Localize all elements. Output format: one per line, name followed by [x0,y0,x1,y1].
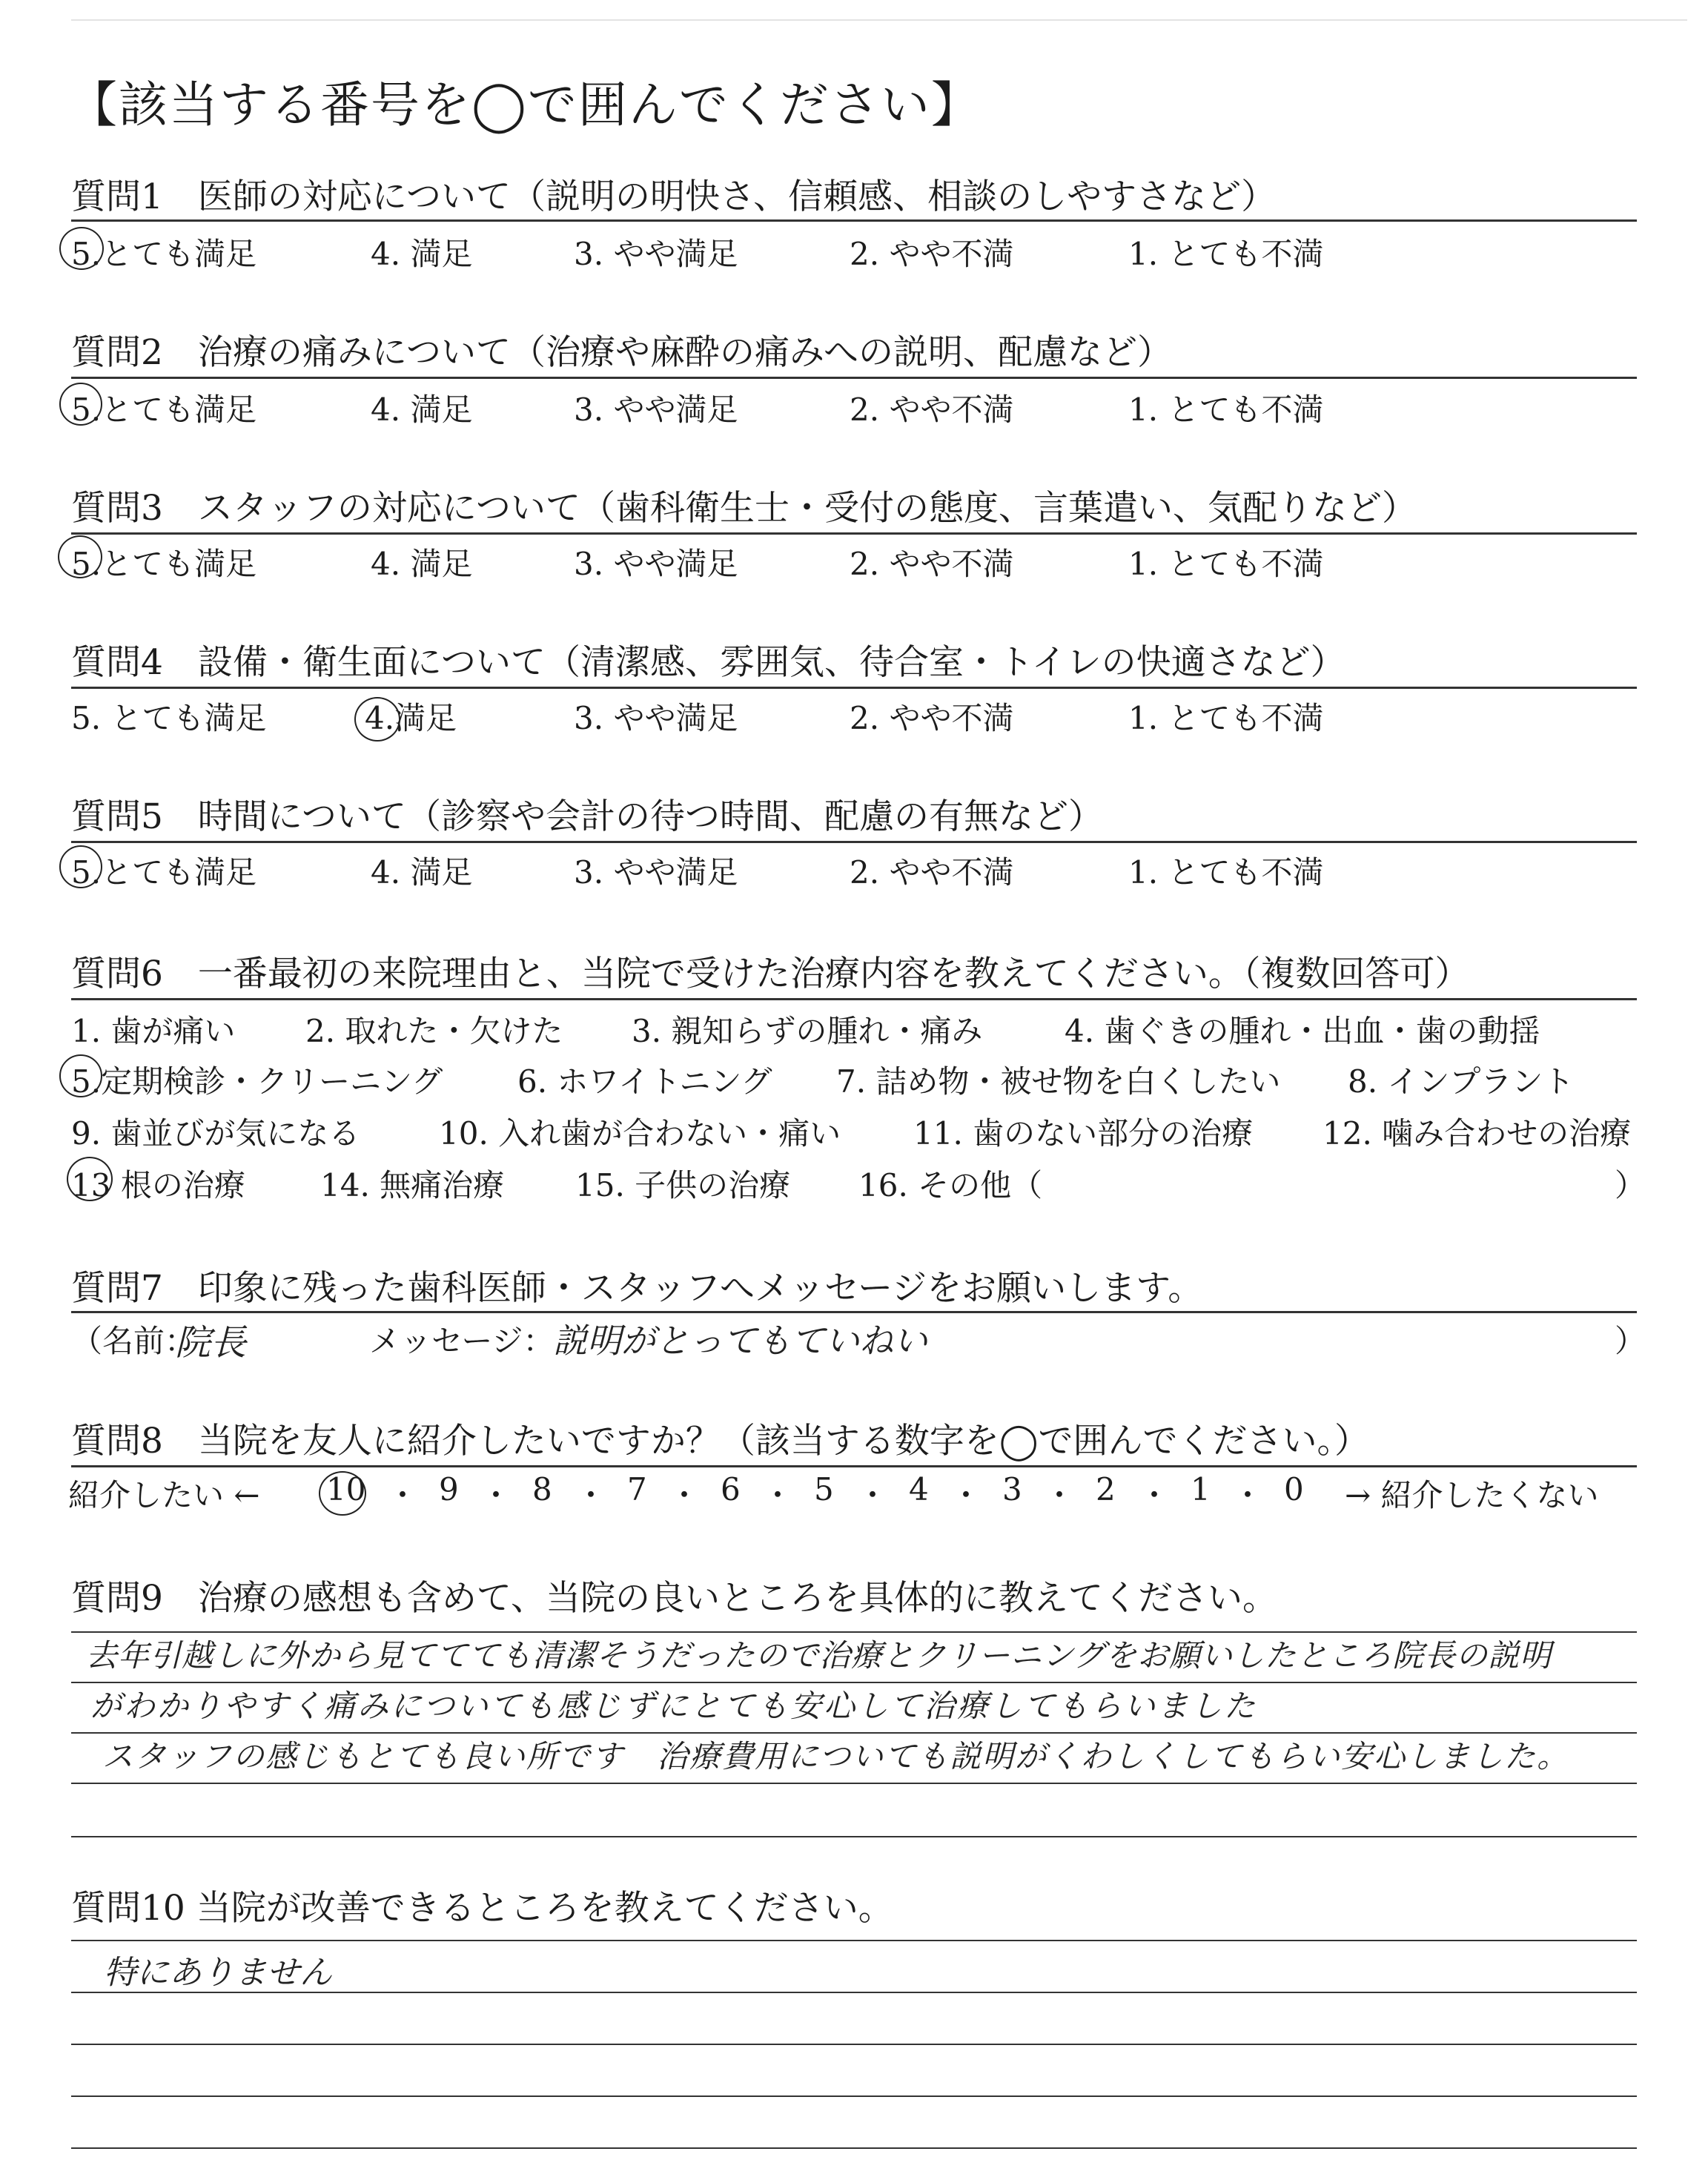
q8-scale-4[interactable]: 4 [909,1471,929,1507]
q3-option-4[interactable] [371,540,472,584]
q6-option-1[interactable]: 1. 歯が痛い [71,1013,236,1049]
q10-line-3 [71,2044,1637,2045]
q6-option-12[interactable]: 12. 噛み合わせの治療 [1323,1115,1632,1152]
q2-option-2-num: 2. [850,392,880,428]
q3-option-3-label: やや満足 [613,546,738,582]
q5-option-1-label: とても不満 [1168,854,1324,891]
q8-scale-right: → 紹介したくない [1345,1477,1599,1513]
q2-option-5-label: とても満足 [101,392,257,428]
q1-option-5-label: とても満足 [101,236,257,272]
q3-option-4-label: 満足 [410,546,473,582]
q6-option-13-label: 根の治療 [120,1167,245,1203]
q3-option-5-num: 5. [71,546,102,582]
q2-option-2-label: やや不満 [889,392,1014,428]
q2-option-4-label: 満足 [410,392,473,428]
q2-option-2[interactable] [850,386,1013,430]
q5-option-3[interactable] [574,848,738,893]
q2-option-4[interactable] [371,386,472,430]
q1-title: 質問1 医師の対応について（説明の明快さ、信頼感、相談のしやすさなど） [71,176,1277,217]
q1-option-2-label: やや不満 [889,236,1014,272]
q10-answer-line-1[interactable]: 特にありません [104,1954,332,1992]
page-heading: 【該当する番号を◯で囲んでください】 [68,76,982,133]
q3-option-4-num: 4. [371,546,401,582]
q8-scale-2[interactable]: 2 [1096,1471,1116,1507]
q1-option-2[interactable] [850,230,1013,274]
q2-rule [71,377,1637,379]
q10-line-1 [71,1940,1637,1941]
q5-selection-circle [59,845,102,888]
q8-scale-8[interactable]: 8 [532,1471,552,1507]
q6-selection-circle-5 [59,1054,102,1097]
q8-scale-1[interactable]: 1 [1191,1471,1211,1507]
q3-rule [71,532,1637,535]
q8-selection-circle [319,1471,366,1516]
q2-option-3-num: 3. [574,392,604,428]
q7-name-value[interactable]: 院長 [175,1322,247,1364]
q8-scale-dot: ・ [762,1477,794,1513]
q1-option-3-num: 3. [574,236,604,272]
q10-title: 質問10 当院が改善できるところを教えてください。 [71,1888,893,1929]
q4-title: 質問4 設備・衛生面について（清潔感、雰囲気、待合室・トイレの快適さなど） [71,642,1345,683]
q4-option-4-label: 満足 [394,700,457,736]
q6-option-7[interactable]: 7. 詰め物・被せ物を白くしたい [836,1063,1281,1100]
q6-option-14[interactable]: 14. 無痛治療 [320,1167,505,1203]
q8-scale-0[interactable]: 0 [1284,1471,1304,1507]
q6-option-6[interactable]: 6. ホワイトニング [517,1063,772,1100]
q5-title: 質問5 時間について（診察や会計の待つ時間、配慮の有無など） [71,796,1103,837]
q7-rule [71,1311,1637,1313]
q8-scale-dot: ・ [1044,1477,1076,1513]
q2-option-4-num: 4. [371,392,401,428]
q8-scale-9[interactable]: 9 [439,1471,459,1507]
q8-scale-dot: ・ [857,1477,889,1513]
q8-scale-dot: ・ [387,1477,419,1513]
q6-selection-circle-13 [67,1157,113,1201]
q4-option-3-label: やや満足 [613,700,738,736]
q1-option-3[interactable] [574,230,738,274]
q3-option-1-label: とても不満 [1168,546,1324,582]
q4-option-5-label: とても満足 [110,700,267,736]
q2-selection-circle [59,383,102,426]
q4-option-3[interactable] [574,694,738,739]
q5-option-5-label: とても満足 [101,854,257,891]
q9-line-5 [71,1836,1637,1837]
q3-option-2-num: 2. [850,546,880,582]
q6-option-5-num: 5. [71,1063,102,1100]
q6-option-3[interactable]: 3. 親知らずの腫れ・痛み [632,1013,983,1049]
q3-option-1-num: 1. [1128,546,1159,582]
q1-selection-circle [59,227,104,270]
q8-scale-dot: ・ [1139,1477,1171,1513]
q6-option-10[interactable]: 10. 入れ歯が合わない・痛い [439,1115,841,1152]
q8-scale-5[interactable]: 5 [814,1471,834,1507]
q3-option-3[interactable] [574,540,738,584]
q3-title: 質問3 スタッフの対応について（歯科衛生士・受付の態度、言葉遣い、気配りなど） [71,488,1417,529]
q9-answer-line-2[interactable]: がわかりやすく痛みについても感じずにとても安心して治療してもらいました [90,1688,1258,1724]
q3-option-1[interactable] [1128,540,1323,584]
q8-title: 質問8 当院を友人に紹介したいですか？（該当する数字を◯で囲んでください。） [71,1421,1370,1462]
q6-rule [71,998,1637,1000]
q1-option-3-label: やや満足 [613,236,738,272]
q1-option-4-label: 満足 [410,236,473,272]
page-top-edge [71,19,1687,21]
q7-title: 質問7 印象に残った歯科医師・スタッフへメッセージをお願いします。 [71,1268,1203,1309]
q1-option-1-label: とても不満 [1168,236,1324,272]
q2-option-1-num: 1. [1128,392,1159,428]
q6-option-2[interactable]: 2. 取れた・欠けた [305,1013,563,1049]
q6-option-15[interactable]: 15. 子供の治療 [575,1167,791,1203]
q4-option-2-num: 2. [850,700,880,736]
q4-option-5-num: 5. [71,700,102,736]
q10-line-5 [71,2147,1637,2149]
q1-rule [71,219,1637,222]
q4-option-3-num: 3. [574,700,604,736]
q9-title: 質問9 治療の感想も含めて、当院の良いところを具体的に教えてください。 [71,1578,1277,1619]
q3-option-2-label: やや不満 [889,546,1014,582]
q8-scale-6[interactable]: 6 [721,1471,741,1507]
q8-scale-dot: ・ [1232,1477,1264,1513]
q8-scale-dot: ・ [575,1477,607,1513]
q4-option-4-num: 4. [365,700,395,736]
q2-option-5-num: 5. [71,392,102,428]
q9-answer-line-1[interactable]: 去年引越しに外から見ててても清潔そうだったので治療とクリーニングをお願いしたところ院長の説明 [86,1637,1552,1674]
q3-option-3-num: 3. [574,546,604,582]
q8-scale-10[interactable]: 10 [326,1471,366,1507]
q5-option-1-num: 1. [1128,854,1159,891]
q5-option-2-num: 2. [850,854,880,891]
q6-option-16[interactable]: 16. その他（ [858,1167,1043,1203]
q5-option-5-num: 5. [71,854,102,891]
q2-option-3[interactable] [574,386,738,430]
q4-option-1-num: 1. [1128,700,1159,736]
q4-option-5[interactable] [71,694,266,739]
q8-scale-dot: ・ [950,1477,982,1513]
q7-message-label: メッセージ： [369,1323,555,1359]
q6-option-9[interactable]: 9. 歯並びが気になる [71,1115,360,1152]
q2-option-1[interactable] [1128,386,1323,430]
q7-close-paren: ） [1615,1323,1646,1359]
q4-selection-circle [354,697,400,742]
q4-option-1-label: とても不満 [1168,700,1324,736]
q1-option-4-num: 4. [371,236,401,272]
q6-option-11[interactable]: 11. 歯のない部分の治療 [913,1115,1254,1152]
q4-rule [71,687,1637,689]
q8-scale-3[interactable]: 3 [1002,1471,1022,1507]
q4-option-2-label: やや不満 [889,700,1014,736]
q3-option-5-label: とても満足 [101,546,257,582]
q7-name-label: （名前： [71,1323,196,1359]
q8-scale-left: 紹介したい ← [68,1477,260,1513]
q6-title: 質問6 一番最初の来院理由と、当院で受けた治療内容を教えてください。（複数回答可） [71,954,1470,994]
q1-option-4[interactable] [371,230,472,274]
q1-option-5-num: 5. [71,236,102,272]
q8-scale-dot: ・ [480,1477,512,1513]
q9-line-4 [71,1783,1637,1784]
q5-option-1[interactable] [1128,848,1323,893]
q8-rule [71,1465,1637,1467]
q10-line-4 [71,2095,1637,2097]
q5-option-2[interactable] [850,848,1013,893]
q1-option-1-num: 1. [1128,236,1159,272]
q6-close-paren: ） [1615,1167,1646,1203]
q2-option-1-label: とても不満 [1168,392,1324,428]
q5-option-4-num: 4. [371,854,401,891]
q6-option-5-label: 定期検診・クリーニング [101,1063,443,1100]
q6-option-4[interactable]: 4. 歯ぐきの腫れ・出血・歯の動揺 [1065,1013,1540,1049]
q9-answer-line-3[interactable]: スタッフの感じもとても良い所です 治療費用についても説明がくわしくしてもらい安心しました。 [102,1738,1570,1774]
q5-option-2-label: やや不満 [889,854,1014,891]
q1-option-1[interactable] [1128,230,1323,274]
q5-rule [71,841,1637,843]
q8-scale-dot: ・ [669,1477,701,1513]
q1-option-2-num: 2. [850,236,880,272]
q5-option-3-num: 3. [574,854,604,891]
q4-option-2[interactable] [850,694,1013,739]
q6-option-13-num: 13 [71,1167,111,1203]
q6-option-8[interactable]: 8. インプラント [1348,1063,1575,1100]
q5-option-3-label: やや満足 [613,854,738,891]
q8-scale-7[interactable]: 7 [627,1471,647,1507]
q6-option-5[interactable] [71,1057,443,1102]
q3-selection-circle [58,535,102,578]
q2-option-3-label: やや満足 [613,392,738,428]
q5-option-4[interactable] [371,848,472,893]
q2-title: 質問2 治療の痛みについて（治療や麻酔の痛みへの説明、配慮など） [71,332,1173,373]
q7-message-value[interactable]: 説明がとってもていねい [553,1321,928,1361]
q3-option-2[interactable] [850,540,1013,584]
q8-scale [68,1471,1640,1516]
q4-option-1[interactable] [1128,694,1323,739]
q5-option-4-label: 満足 [410,854,473,891]
